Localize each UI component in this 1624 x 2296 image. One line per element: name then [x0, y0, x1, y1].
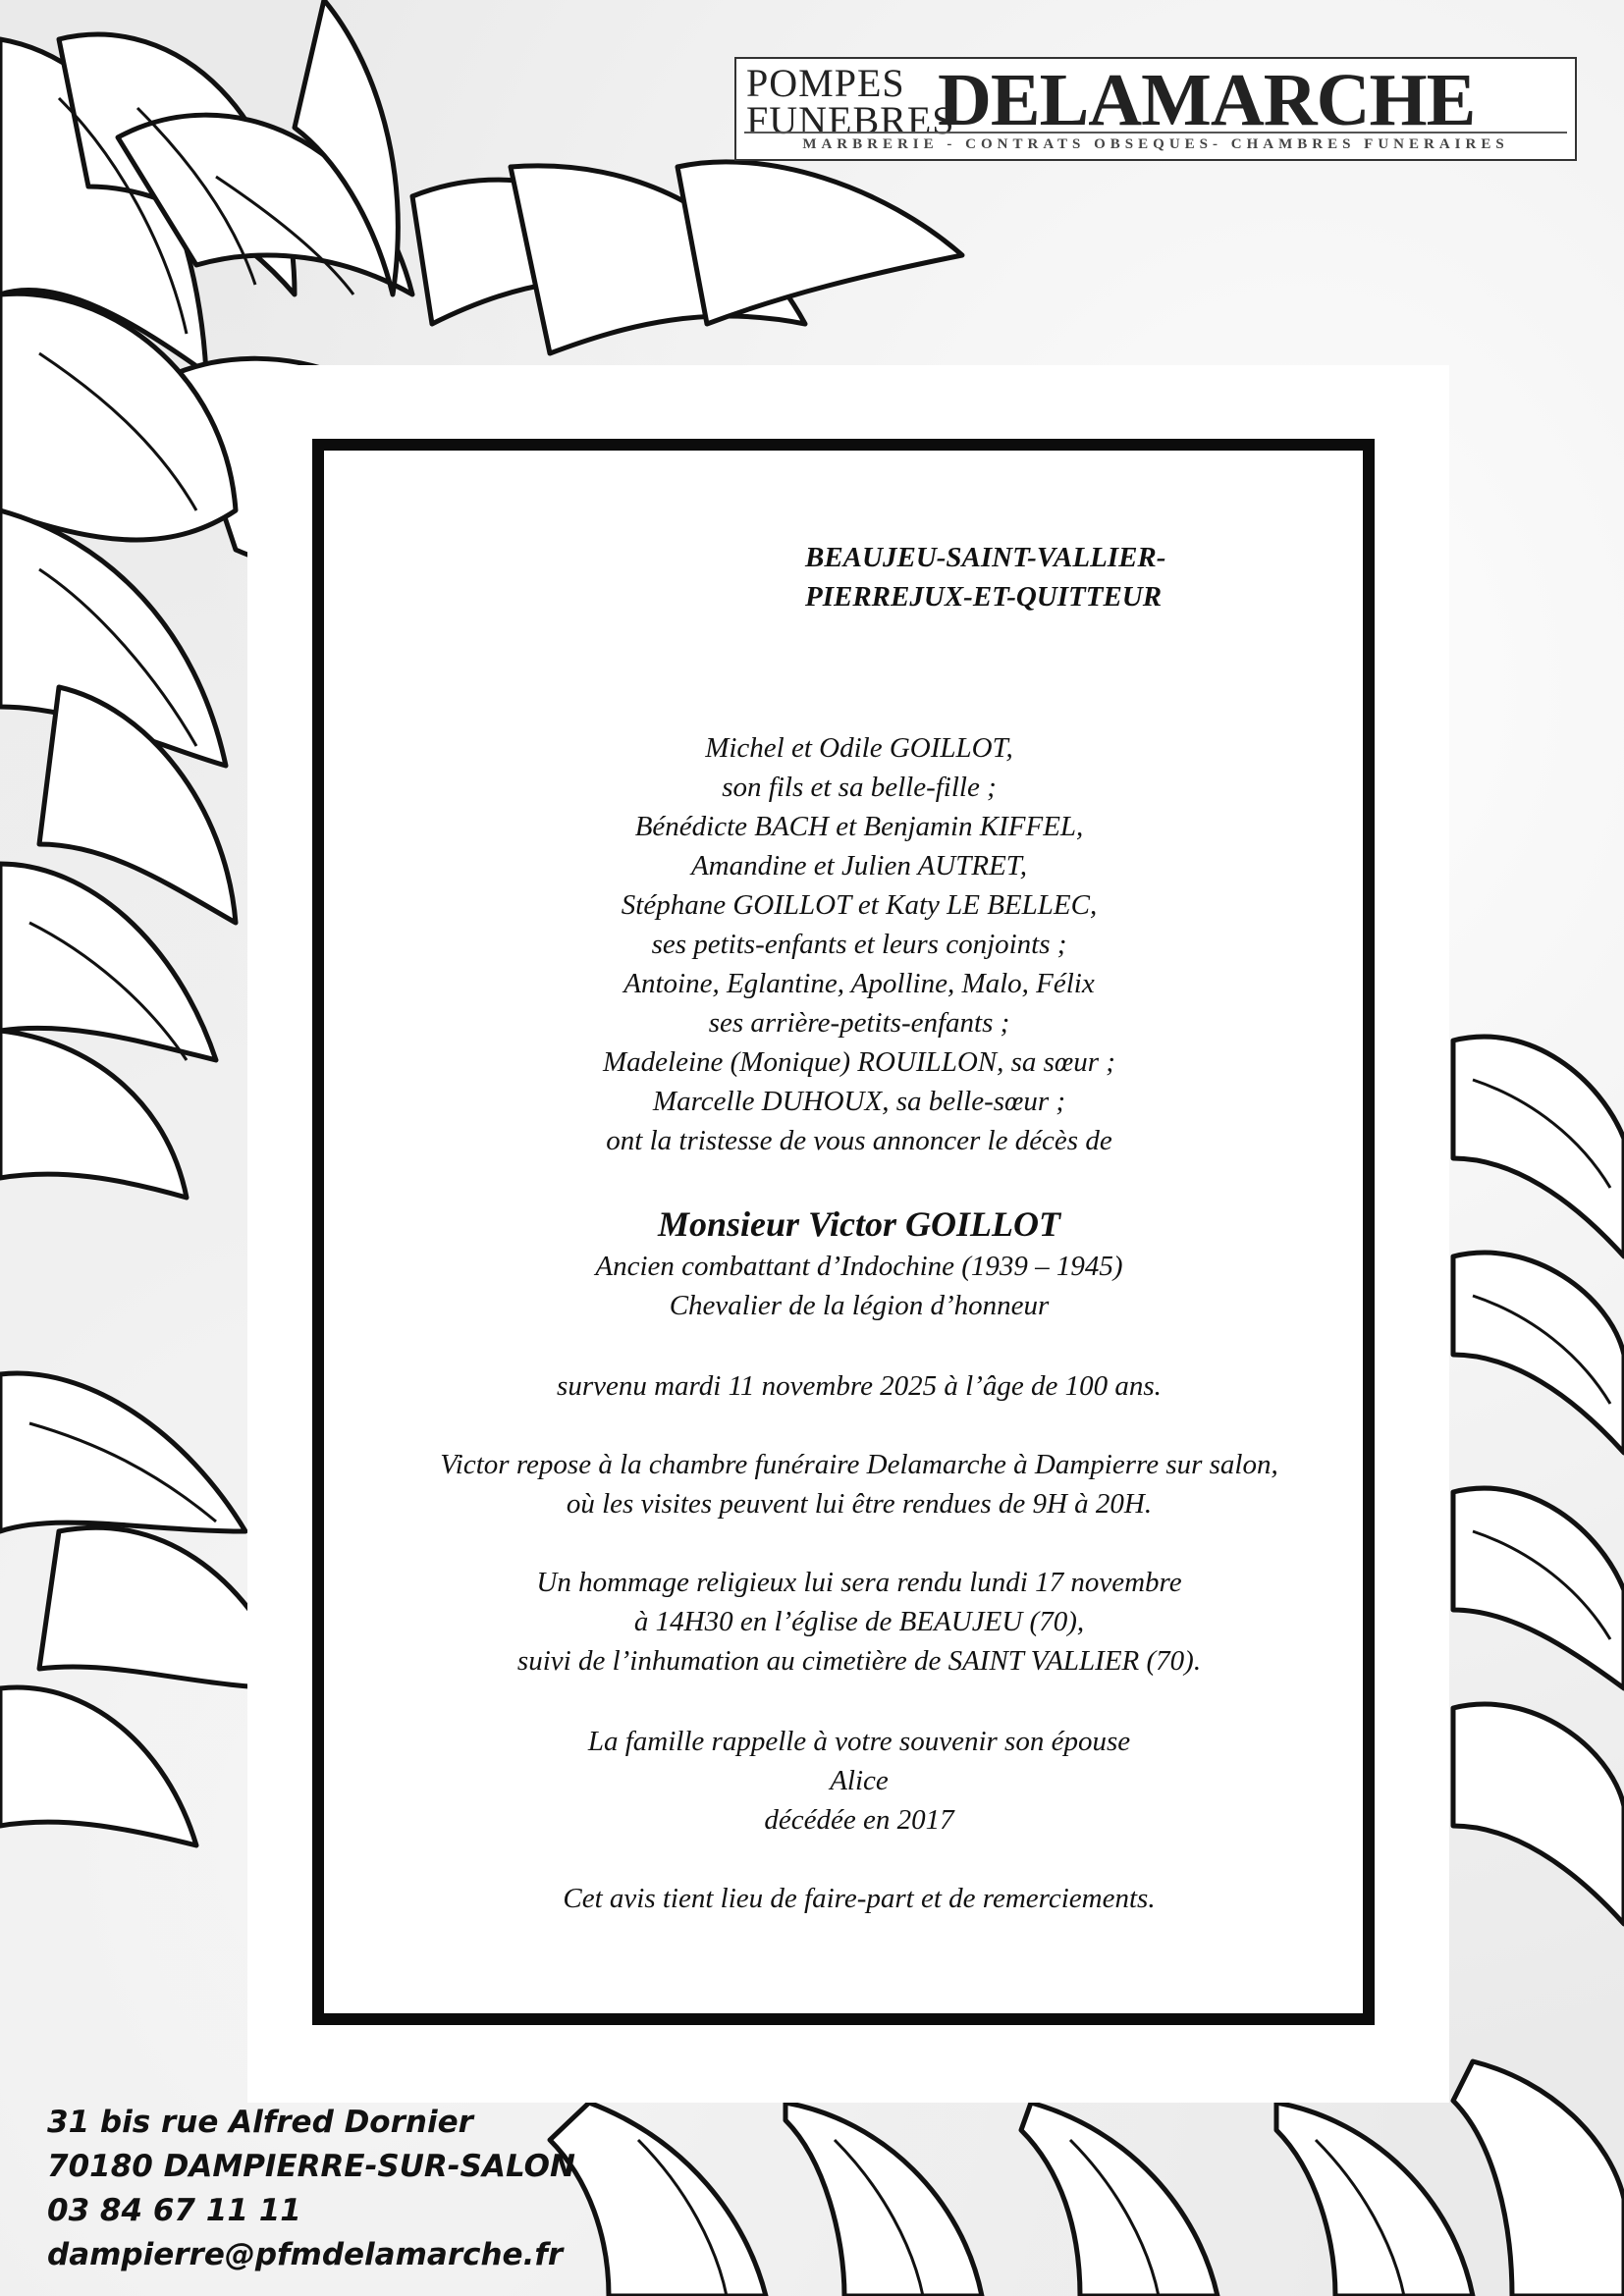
- logo-tagline: MARBRERIE - CONTRATS OBSEQUES- CHAMBRES FUNERAIRES: [744, 132, 1567, 155]
- footer-city: 70180 DAMPIERRE-SUR-SALON: [47, 2149, 575, 2184]
- family-line: Michel et Odile GOILLOT,: [705, 732, 1013, 764]
- rest-line1: Victor repose à la chambre funéraire Delamarche à Dampierre sur salon,: [440, 1449, 1278, 1480]
- footer-phone: 03 84 67 11 11: [47, 2193, 301, 2228]
- footer-address: 31 bis rue Alfred Dornier: [47, 2105, 473, 2140]
- memory-line1: La famille rappelle à votre souvenir son épouse: [587, 1726, 1131, 1757]
- logo-brand: DELAMARCHE: [938, 59, 1476, 141]
- company-logo: [734, 57, 1577, 161]
- family-line: Marcelle DUHOUX, sa belle-sœur ;: [652, 1086, 1066, 1117]
- family-line: Antoine, Eglantine, Apolline, Malo, Félix: [623, 968, 1095, 999]
- footer-email: dampierre@pfmdelamarche.fr: [47, 2237, 564, 2272]
- logo-pompes-funebres: [746, 61, 955, 142]
- memory-line2: Alice: [830, 1765, 889, 1796]
- contact-footer: [47, 2101, 575, 2277]
- place-heading: [805, 538, 1296, 616]
- family-line: Madeleine (Monique) ROUILLON, sa sœur ;: [603, 1046, 1115, 1078]
- ceremony-line2: à 14H30 en l’église de BEAUJEU (70),: [633, 1606, 1085, 1637]
- deceased-title-honor: Chevalier de la légion d’honneur: [669, 1290, 1050, 1321]
- ceremony-line3: suivi de l’inhumation au cimetière de SAINT VALLIER (70).: [516, 1645, 1202, 1677]
- rest-line2: où les visites peuvent lui être rendues de 9H à 20H.: [566, 1488, 1153, 1520]
- place-line2: PIERREJUX-ET-QUITTEUR: [805, 581, 1163, 613]
- family-list: [373, 728, 1345, 1160]
- logo-line2: FUNEBRES: [746, 98, 955, 142]
- place-line1: BEAUJEU-SAINT-VALLIER-: [805, 542, 1166, 573]
- deceased-title-veteran: Ancien combattant d’Indochine (1939 – 1945): [595, 1251, 1123, 1282]
- family-line: Amandine et Julien AUTRET,: [690, 850, 1028, 881]
- ceremony-line1: Un hommage religieux lui sera rendu lundi 17 novembre: [536, 1567, 1182, 1598]
- family-line: ses petits-enfants et leurs conjoints ;: [651, 929, 1067, 960]
- rest-block: [373, 1445, 1345, 1523]
- deceased-block: [373, 1201, 1345, 1325]
- family-line: ses arrière-petits-enfants ;: [708, 1007, 1010, 1039]
- memory-line3: décédée en 2017: [764, 1804, 954, 1836]
- family-line: son fils et sa belle-fille ;: [722, 772, 997, 803]
- deceased-name: Monsieur Victor GOILLOT: [657, 1204, 1061, 1244]
- ceremony-block: [373, 1563, 1345, 1681]
- family-line: Bénédicte BACH et Benjamin KIFFEL,: [634, 811, 1084, 842]
- family-line: ont la tristesse de vous annoncer le décès de: [606, 1125, 1112, 1156]
- family-line: Stéphane GOILLOT et Katy LE BELLEC,: [621, 889, 1098, 921]
- closing-line: Cet avis tient lieu de faire-part et de remerciements.: [563, 1883, 1156, 1914]
- death-line: survenu mardi 11 novembre 2025 à l’âge de 100 ans.: [557, 1370, 1162, 1402]
- logo-line1: POMPES: [746, 61, 905, 105]
- memory-block: [373, 1722, 1345, 1840]
